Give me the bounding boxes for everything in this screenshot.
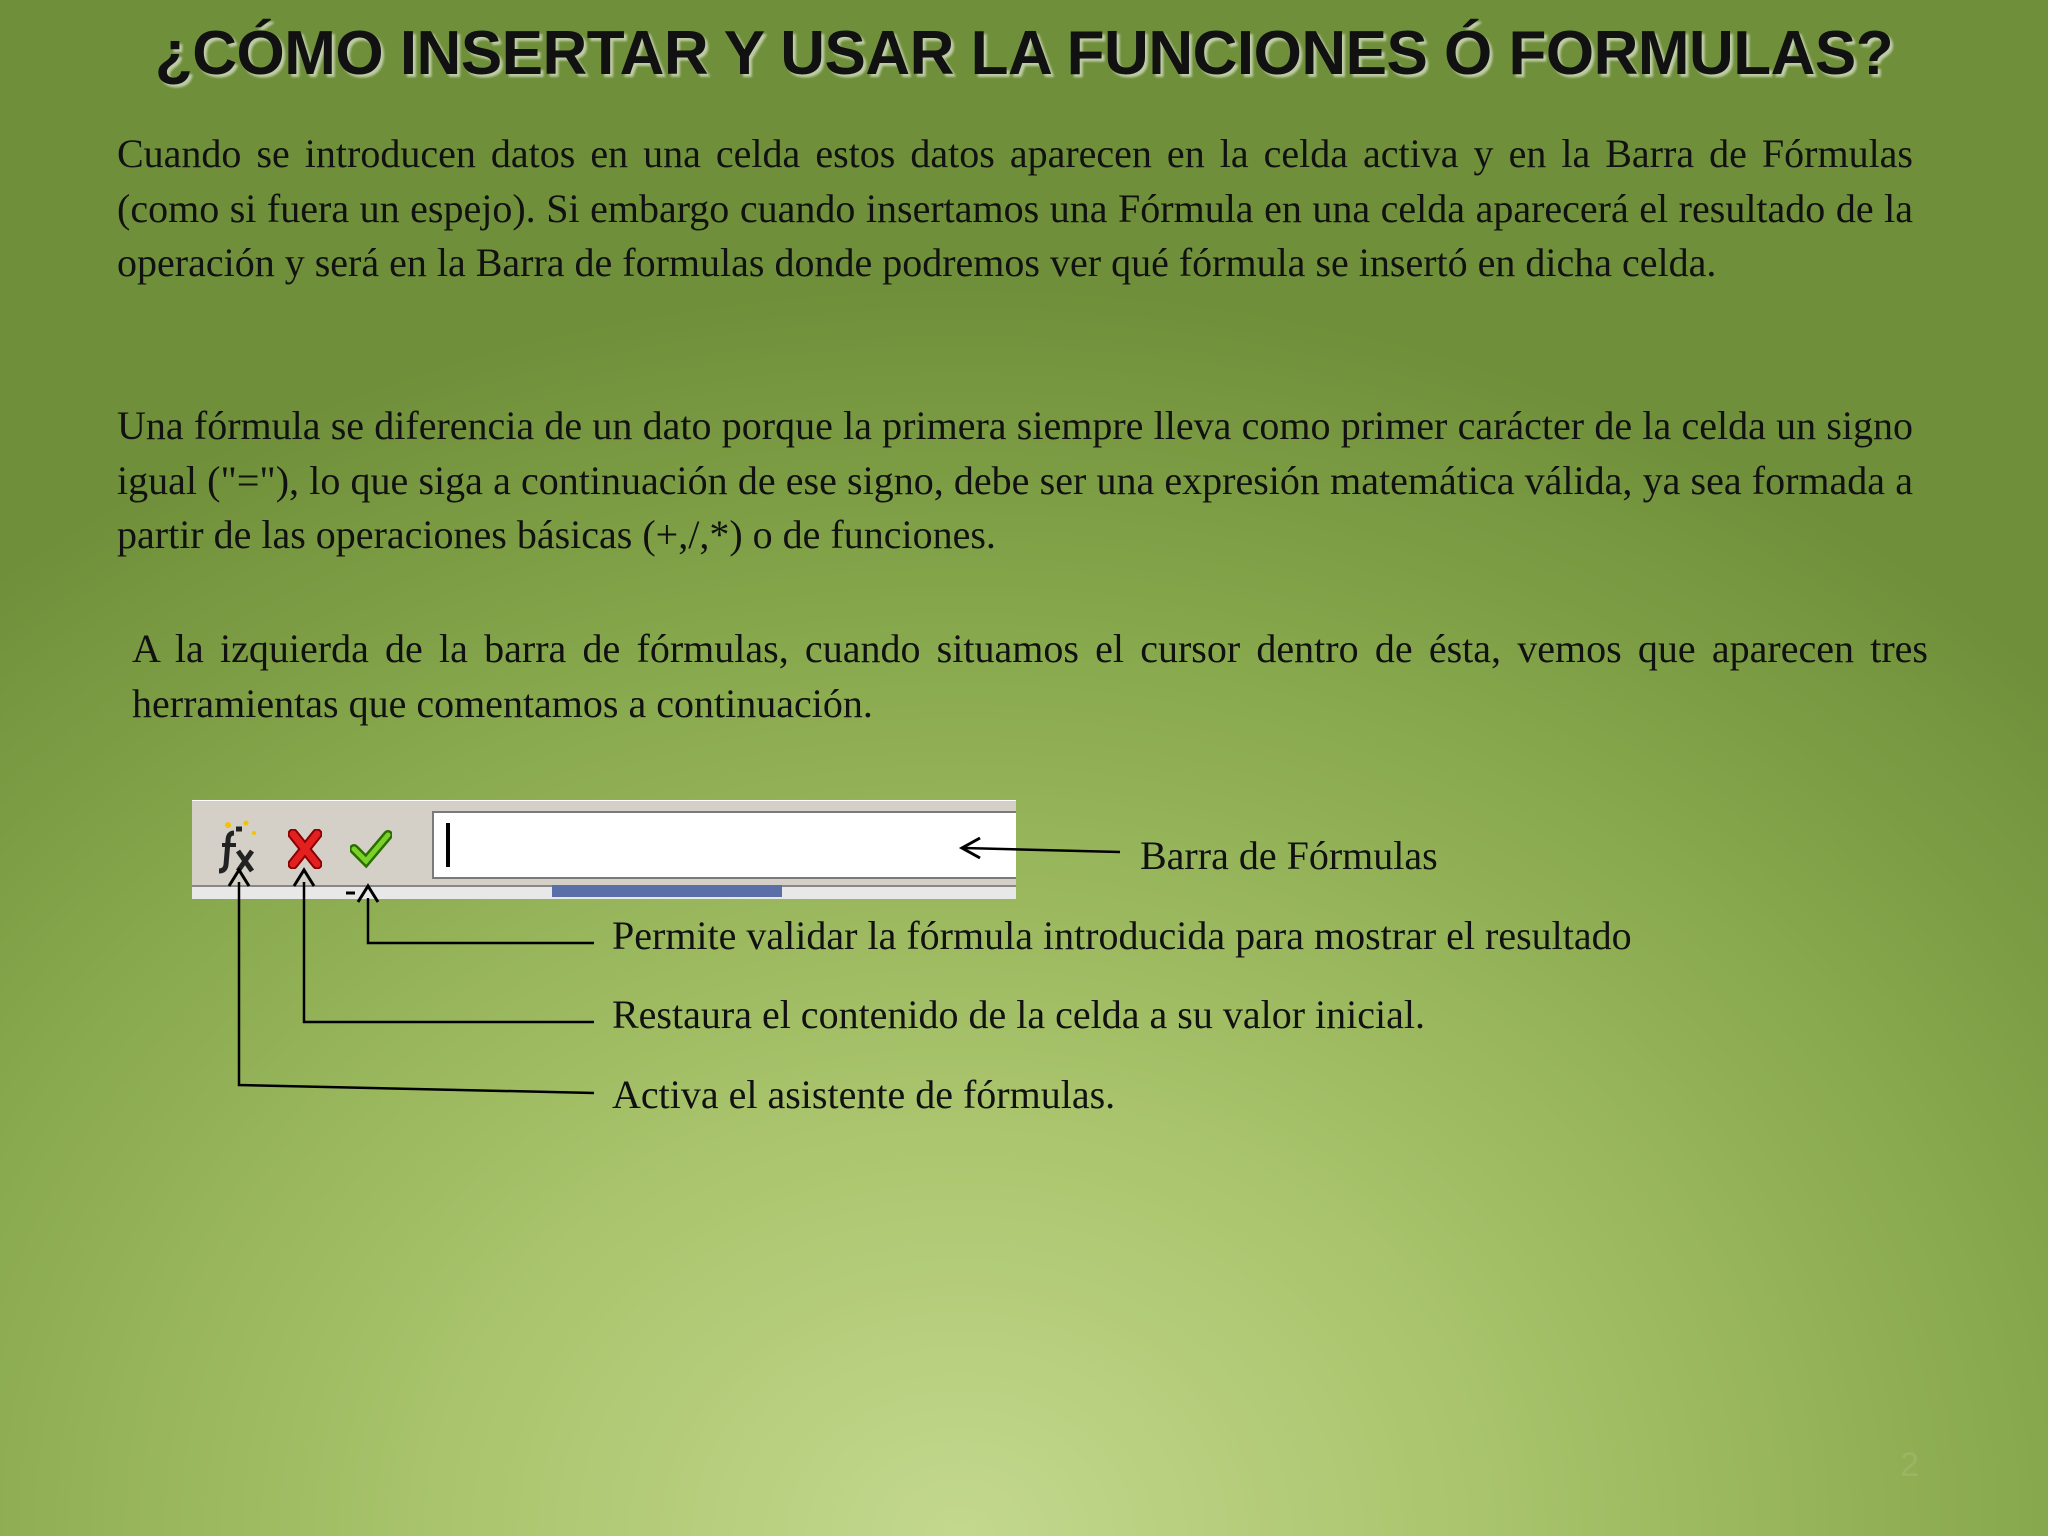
slide-title: ¿CÓMO INSERTAR Y USAR LA FUNCIONES Ó FORMULAS? — [154, 19, 1894, 88]
paragraph-tools-intro: A la izquierda de la barra de fórmulas, cuando situamos el cursor dentro de ésta, vemos que aparecen tres herramientas que comentamos a continuación. — [132, 626, 1928, 726]
label-barra-de-formulas: Barra de Fórmulas — [1140, 833, 1438, 878]
label-restaura: Restaura el contenido de la celda a su valor inicial. — [612, 992, 1426, 1037]
label-validar: Permite validar la fórmula introducida para mostrar el resultado — [612, 913, 1632, 958]
paragraph-formula-definition: Una fórmula se diferencia de un dato porque la primera siempre lleva como primer carácter de la celda un signo igual ("="), lo que siga a continuación de ese signo, debe ser una expresión matemática válida, ya sea formada a partir de las operaciones básicas (+,/,*) o de funciones. — [117, 403, 1913, 557]
label-asistente: Activa el asistente de fórmulas. — [612, 1072, 1116, 1117]
paragraph-formula-bar-intro: Cuando se introducen datos en una celda estos datos aparecen en la celda activa y en la Barra de Fórmulas (como si fuera un espejo). Si embargo cuando insertamos una Fórmula en una celda aparecerá el resultado de la operación y será en la Barra de formulas donde podremos ver qué fórmula se insertó en dicha celda. — [117, 131, 1913, 285]
page-number: 2 — [1900, 1446, 1919, 1484]
